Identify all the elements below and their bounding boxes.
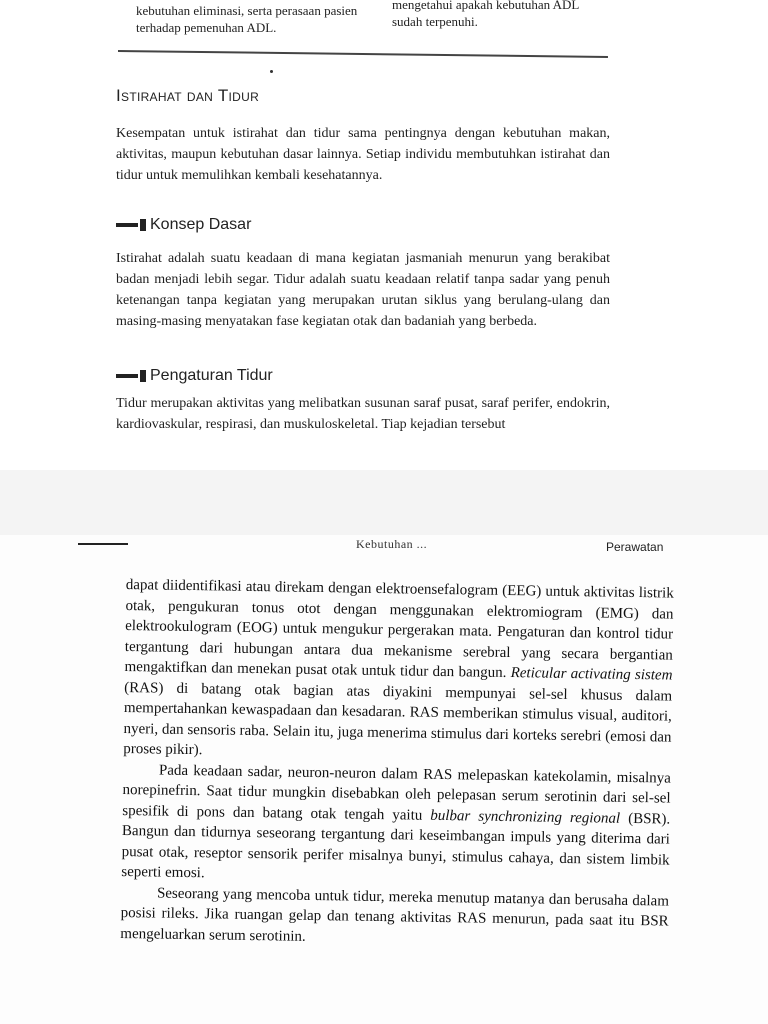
- subsection-title: Pengaturan Tidur: [150, 367, 273, 384]
- section-title: Istirahat dan Tidur: [116, 86, 260, 105]
- heading-block-icon: [140, 219, 146, 231]
- header-rule: [78, 543, 128, 545]
- horizontal-rule: [118, 50, 608, 58]
- heading-bar-icon: [116, 374, 138, 378]
- running-head: Kebutuhan ...: [356, 537, 428, 551]
- italic-term: Reticular activating sistem: [510, 665, 673, 684]
- heading-block-icon: [140, 370, 146, 382]
- previous-text-fragment-right: mengetahui apakah kebutuhan ADL sudah terpenuhi.: [392, 0, 579, 29]
- heading-bar-icon: [116, 223, 138, 227]
- previous-text-fragment-left: kebutuhan eliminasi, serta perasaan pasien terhadap pemenuhan ADL.: [136, 3, 358, 35]
- paragraph: dapat diidentifikasi atau direkam dengan elektroensefalogram (EEG) untuk aktivitas listrik otak, pengukuran tonus otot dengan menggunakan elektromiogram (EMG) dan elektrookulogram (EOG) untuk mengukur pergerakan mata. Pengaturan dan kontrol tidur tergantung dari hubungan antara dua mekanisme serebral yang secara bergantian mengaktifkan dan menekan pusat otak untuk tidur dan bangun. Reticular activating sistem (RAS) di batang otak bagian atas diyakini mempunyai sel-sel khusus dalam mempertahankan kewaspadaan dan kesadaran. RAS memberikan stimulus visual, auditori, nyeri, dan sensoris raba. Selain itu, juga menerima stimulus dari korteks serebri (emosi dan proses pikir).: [123, 576, 674, 759]
- paragraph: Seseorang yang mencoba untuk tidur, mereka menutup matanya dan berusaha dalam posisi rileks. Jika ruangan gelap dan tenang aktivitas RAS menurun, pada saat itu BSR mengeluarkan serum serotinin.: [120, 885, 670, 945]
- subsection-heading-konsep-dasar: [116, 216, 251, 234]
- running-head-right: Perawatan: [606, 540, 664, 554]
- konsep-dasar-paragraph: Istirahat adalah suatu keadaan di mana kegiatan jasmaniah menurun yang berakibat badan menjadi lebih segar. Tidur adalah suatu keadaan relatif tanpa sadar yang penuh ketenangan tanpa kegiatan yang merupakan urutan siklus yang berulang-ulang dan masing-masing menyatakan fase kegiatan otak dan badaniah yang berbeda.: [116, 251, 610, 329]
- page-gap: [0, 470, 768, 535]
- decorative-dot: [270, 70, 273, 73]
- intro-paragraph: Kesempatan untuk istirahat dan tidur sama pentingnya dengan kebutuhan makan, aktivitas, maupun kebutuhan dasar lainnya. Setiap individu membutuhkan istirahat dan tidur untuk memulihkan kembali kesehatannya.: [116, 126, 610, 183]
- subsection-heading-pengaturan-tidur: [116, 367, 273, 385]
- paragraph: Pada keadaan sadar, neuron-neuron dalam RAS melepaskan katekolamin, misalnya norepinefrin. Saat tidur mungkin disebabkan oleh pelepasan serum serotinin dari sel-sel spesifik di pons dan batang otak tengah yaitu bulbar synchronizing regional (BSR). Bangun dan tidurnya seseorang tergantung dari keseimbangan impuls yang diterima dari pusat otak, reseptor sensorik perifer misalnya bunyi, stimulus cahaya, dan sistem limbik seperti emosi.: [121, 762, 672, 882]
- subsection-title: Konsep Dasar: [150, 216, 252, 233]
- italic-term: bulbar synchronizing regional: [430, 807, 621, 827]
- body-text: [120, 575, 674, 953]
- pengaturan-tidur-paragraph: Tidur merupakan aktivitas yang melibatkan susunan saraf pusat, saraf perifer, endokrin, kardiovaskular, respirasi, dan muskuloskeletal. Tiap kejadian tersebut: [116, 396, 610, 432]
- top-page: [0, 0, 768, 470]
